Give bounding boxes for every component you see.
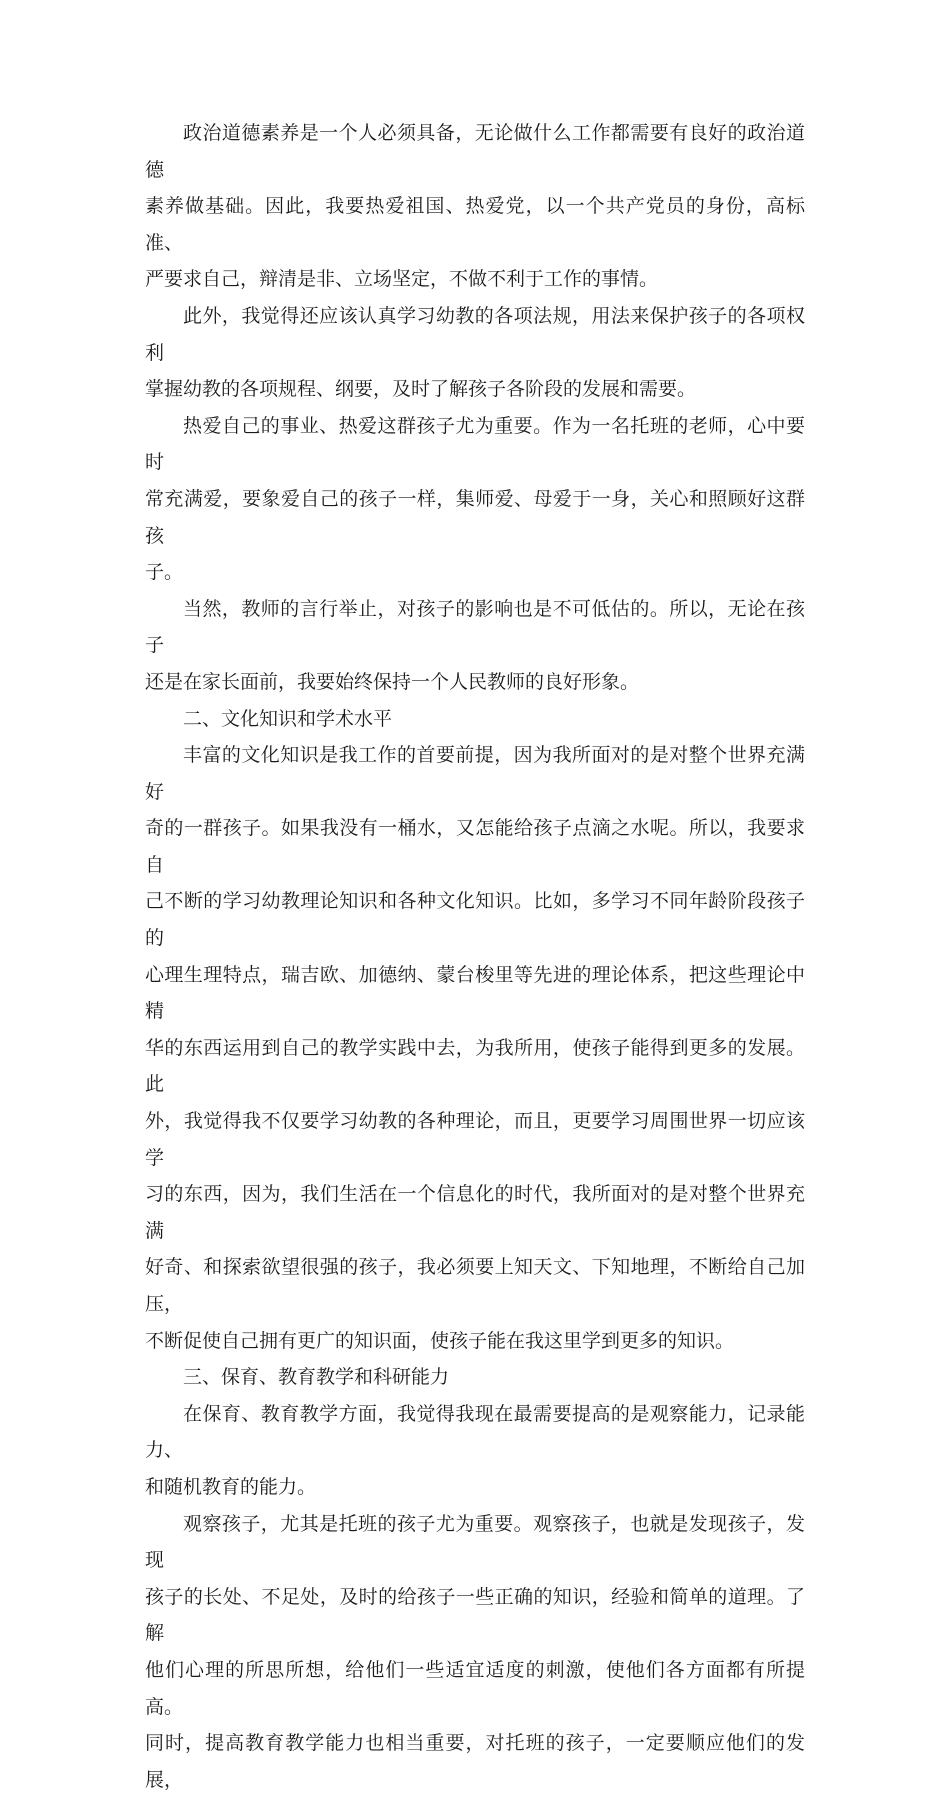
paragraph-observation-ability: 在保育、教育教学方面，我觉得我现在最需要提高的是观察能力，记录能力、 和随机教育的能力。 bbox=[145, 1402, 805, 1498]
document-body bbox=[145, 115, 805, 1798]
paragraph-teacher-image: 当然，教师的言行举止，对孩子的影响也是不可低估的。所以，无论在孩子 还是在家长面前，我要始终保持一个人民教师的良好形象。 bbox=[145, 597, 805, 693]
section-heading-culture-knowledge: 二、文化知识和学术水平 bbox=[183, 707, 393, 730]
paragraph-regulations: 此外，我觉得还应该认真学习幼教的各项法规，用法来保护孩子的各项权利 掌握幼教的各项规程、纲要，及时了解孩子各阶段的发展和需要。 bbox=[145, 304, 805, 401]
section-heading-teaching-research: 三、保育、教育教学和科研能力 bbox=[183, 1366, 450, 1389]
paragraph-observe-children: 观察孩子，尤其是托班的孩子尤为重要。观察孩子，也就是发现孩子，发现 孩子的长处、不足处，及时的给孩子一些正确的知识，经验和简单的道理。了解 他们心理的所思所想，给他们一些适宜适度的刺激，使他们各方面都有所提高。 同时，提高教育教学能力也相当重要，对托班的孩子，一定要顺应他们的发展， bbox=[145, 1512, 805, 1791]
paragraph-culture-knowledge: 丰富的文化知识是我工作的首要前提，因为我所面对的是对整个世界充满好 奇的一群孩子。如果我没有一桶水，又怎能给孩子点滴之水呢。所以，我要求自 己不断的学习幼教理论知识和各种文化知识。比如，多学习不同年龄阶段孩子的 心理生理特点，瑞吉欧、加德纳、蒙台梭里等先进的理论体系，把这些理论中精 华的东西运用到自己的教学实践中去，为我所用，使孩子能得到更多的发展。此 外，我觉得我不仅要学习幼教的各种理论，而且，更要学习周围世界一切应该学 习的东西，因为，我们生活在一个信息化的时代，我所面对的是对整个世界充满 好奇、和探索欲望很强的孩子，我必须要上知天文、下知地理，不断给自己加压， 不断促使自己拥有更广的知识面，使孩子能在我这里学到更多的知识。 bbox=[145, 744, 805, 1352]
paragraph-love-career: 热爱自己的事业、热爱这群孩子尤为重要。作为一名托班的老师，心中要时 常充满爱，要象爱自己的孩子一样，集师爱、母爱于一身，关心和照顾好这群孩 子。 bbox=[145, 414, 805, 584]
paragraph-political-morality: 政治道德素养是一个人必须具备，无论做什么工作都需要有良好的政治道德 素养做基础。因此，我要热爱祖国、热爱党，以一个共产党员的身份，高标准、 严要求自己，辩清是非、立场坚定，不做不利于工作的事情。 bbox=[145, 122, 805, 291]
